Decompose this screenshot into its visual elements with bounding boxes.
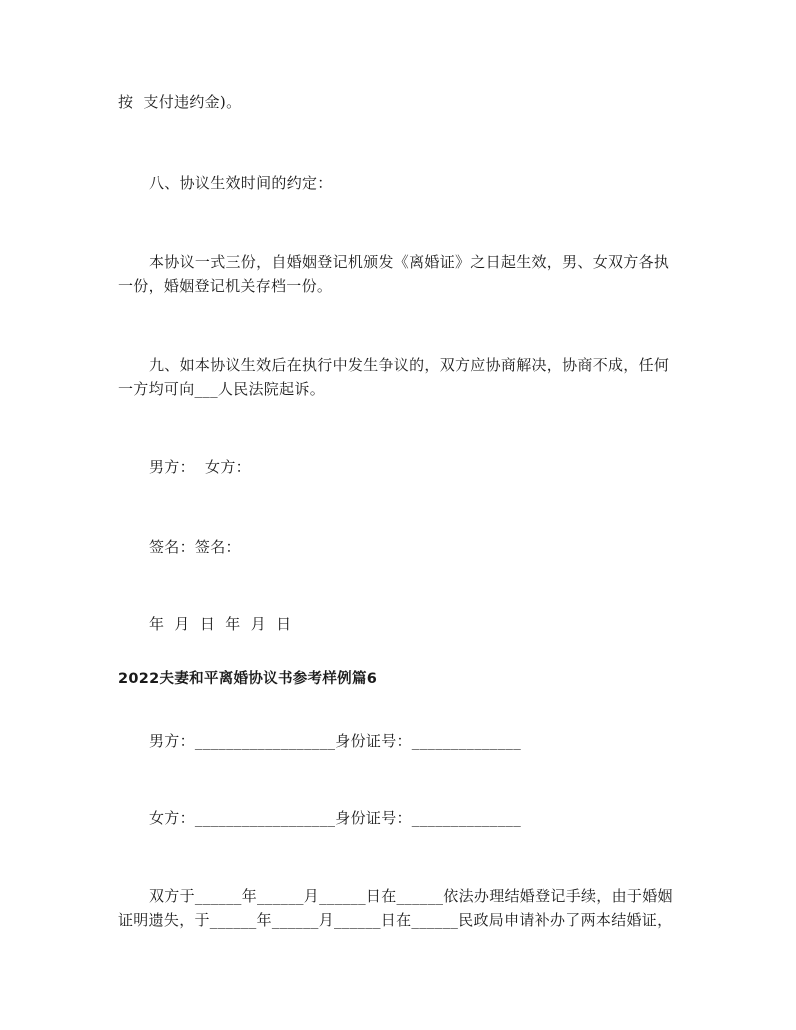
paragraph-line: 一份，婚姻登记机关存档一份。 (118, 277, 333, 295)
signature-parties-line: 男方： 女方： (149, 458, 251, 476)
female-party-line: 女方：__________________身份证号：______________ (149, 809, 522, 827)
paragraph-line: 一方均可向___人民法院起诉。 (118, 380, 326, 398)
paragraph-line: 本协议一式三份，自婚姻登记机颁发《离婚证》之日起生效，男、女双方各执 (149, 253, 670, 271)
section-eight-heading: 八、协议生效时间的约定： (149, 174, 333, 192)
male-party-line: 男方：__________________身份证号：______________ (149, 732, 522, 750)
paragraph-line: 双方于______年______月______日在______依法办理结婚登记手续，由于婚姻 (149, 887, 673, 905)
paragraph-line: 证明遗失，于______年______月______日在______民政局申请补办了两本结婚证， (118, 911, 673, 929)
section-nine-heading: 九、如本协议生效后在执行中发生争议的，双方应协商解决，协商不成，任何 (149, 356, 670, 374)
date-line: 年 月 日 年 月 日 (149, 615, 292, 633)
signature-line: 签名：签名： (149, 538, 241, 556)
article-heading: 2022夫妻和平离婚协议书参考样例篇6 (118, 671, 378, 687)
paragraph-line: 按 支付违约金)。 (118, 93, 242, 111)
